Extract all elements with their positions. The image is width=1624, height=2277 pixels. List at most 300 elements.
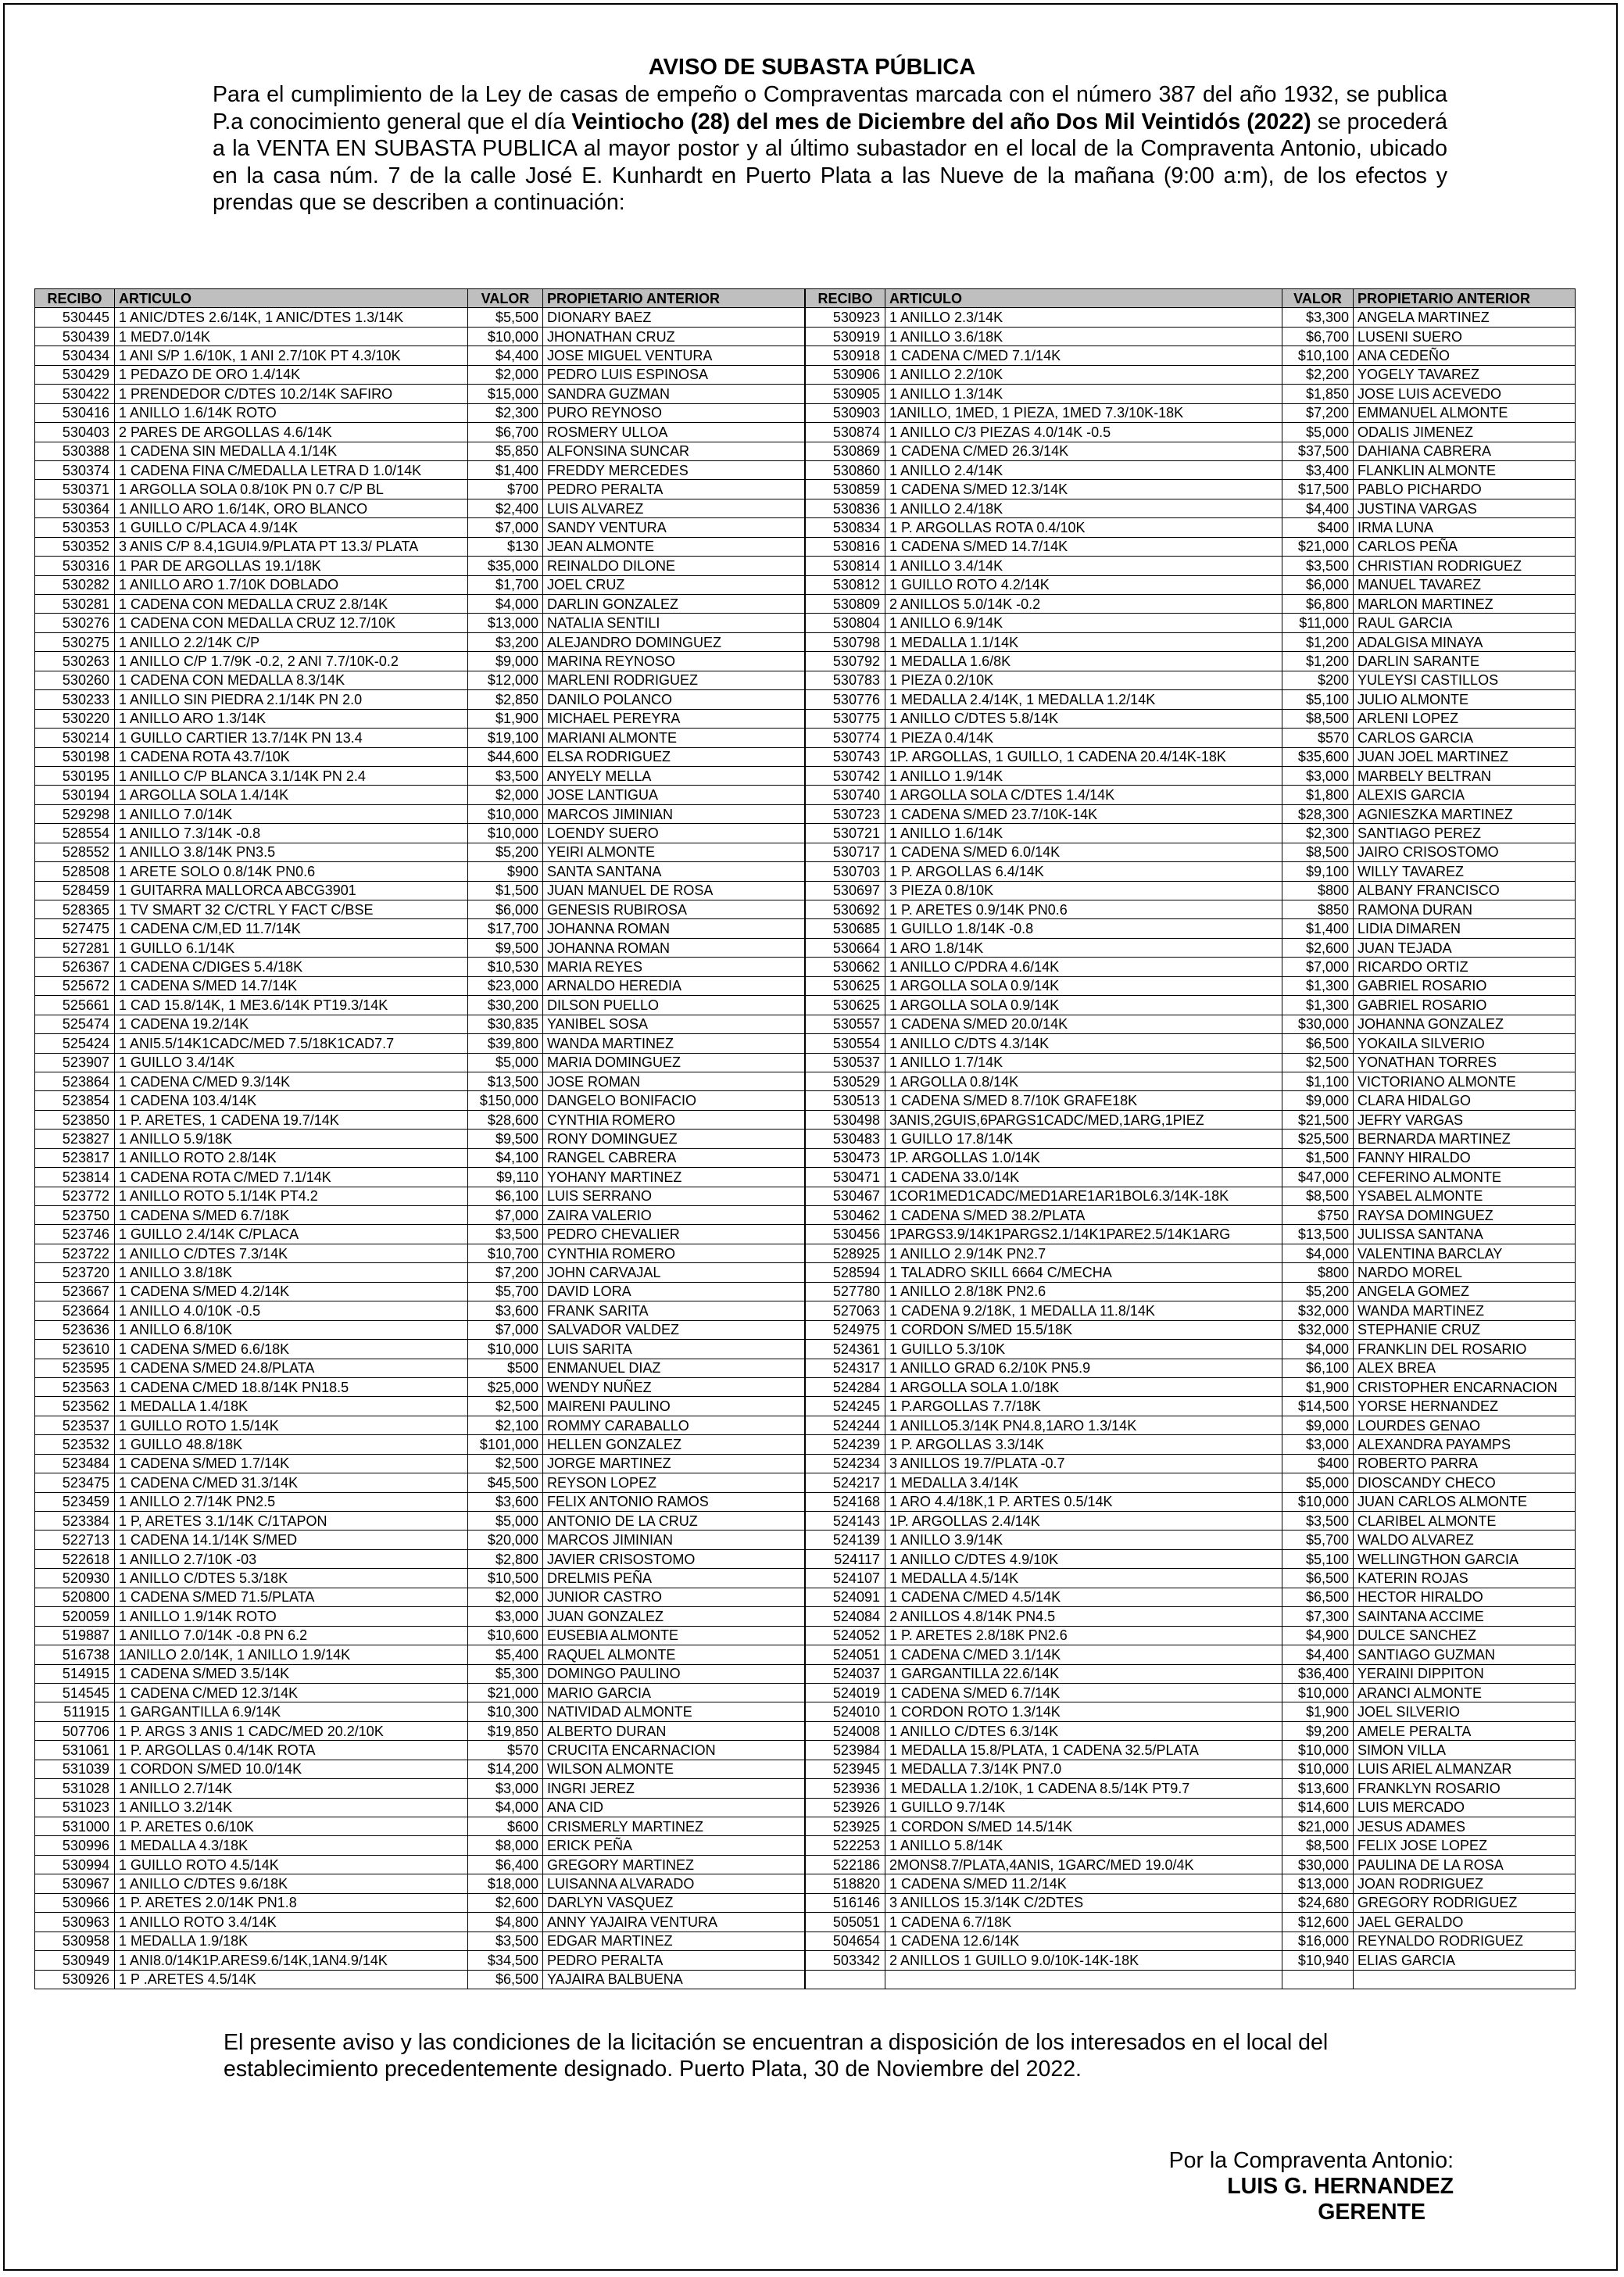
cell-valor: $1,850 [1282,385,1354,403]
cell-valor: $25,000 [468,1377,543,1396]
cell-valor: $19,850 [468,1721,543,1740]
cell-recibo: 516738 [35,1645,115,1664]
cell-recibo: 530403 [35,423,115,442]
cell-propietario: JHONATHAN CRUZ [543,327,805,345]
cell-propietario: ANGELA MARTINEZ [1354,308,1576,327]
cell-propietario: FELIX JOSE LOPEZ [1354,1836,1576,1855]
cell-articulo: 1 GUILLO 48.8/18K [115,1435,468,1454]
cell-propietario: YAJAIRA BALBUENA [543,1970,805,1989]
col-header-recibo: RECIBO [806,289,885,308]
cell-valor: $2,000 [468,365,543,384]
table-row [806,1187,1576,1205]
table-row [35,1053,805,1072]
cell-recibo: 528552 [35,843,115,861]
cell-valor [1282,1970,1354,1989]
table-row [806,1970,1576,1989]
cell-articulo: 3 PIEZA 0.8/10K [885,881,1282,900]
cell-valor: $45,500 [468,1473,543,1492]
table-row [35,843,805,861]
cell-articulo: 1 ANILLO C/P 1.7/9K -0.2, 2 ANI 7.7/10K-0.2 [115,652,468,671]
cell-propietario: FANNY HIRALDO [1354,1148,1576,1167]
table-row [806,595,1576,614]
table-row [806,1664,1576,1683]
cell-articulo: 1 GARGANTILLA 22.6/14K [885,1664,1282,1683]
cell-valor: $900 [468,862,543,881]
cell-propietario: DARLIN GONZALEZ [543,595,805,614]
cell-propietario: MARIA DOMINGUEZ [543,1053,805,1072]
cell-valor: $9,500 [468,1130,543,1148]
table-row [35,1397,805,1416]
cell-propietario: ANYELY MELLA [543,766,805,785]
cell-articulo: 1 ANILLO 7.3/14K -0.8 [115,824,468,843]
cell-articulo: 2MONS8.7/PLATA,4ANIS, 1GARC/MED 19.0/4K [885,1855,1282,1874]
cell-valor: $5,400 [468,1645,543,1664]
cell-articulo: 1 ANILLO 2.7/14K PN2.5 [115,1492,468,1511]
cell-articulo: 1 ANILLO 3.9/14K [885,1531,1282,1549]
cell-recibo: 530276 [35,614,115,632]
col-header-articulo: ARTICULO [115,289,468,308]
table-row [35,365,805,384]
table-row [35,1702,805,1721]
cell-recibo: 523750 [35,1206,115,1225]
cell-valor: $44,600 [468,747,543,766]
cell-valor: $21,000 [1282,537,1354,556]
cell-recibo: 514545 [35,1683,115,1702]
cell-propietario: CYNTHIA ROMERO [543,1244,805,1262]
cell-valor: $1,800 [1282,786,1354,804]
cell-recibo: 530664 [806,938,885,957]
cell-valor: $14,200 [468,1760,543,1778]
cell-articulo: 1 ARGOLLA SOLA 1.4/14K [115,786,468,804]
cell-valor: $10,530 [468,958,543,976]
cell-recibo: 530429 [35,365,115,384]
cell-valor: $2,600 [468,1893,543,1912]
cell-propietario: PEDRO PERALTA [543,480,805,499]
cell-recibo: 531039 [35,1760,115,1778]
cell-valor: $5,000 [468,1053,543,1072]
cell-valor: $16,000 [1282,1932,1354,1950]
cell-valor: $6,100 [1282,1359,1354,1377]
cell-recibo: 520930 [35,1569,115,1588]
cell-articulo: 1 ANILLO 1.3/14K [885,385,1282,403]
table-row [35,575,805,594]
cell-propietario: WALDO ALVAREZ [1354,1531,1576,1549]
cell-propietario: MARLENI RODRIGUEZ [543,671,805,689]
cell-propietario: GABRIEL ROSARIO [1354,996,1576,1015]
cell-propietario: ARANCI ALMONTE [1354,1683,1576,1702]
cell-articulo: 1 ANILLO ARO 1.6/14K, ORO BLANCO [115,499,468,517]
cell-valor: $4,400 [1282,1645,1354,1664]
cell-articulo: 1 CADENA 103.4/14K [115,1091,468,1110]
cell-recibo: 523814 [35,1168,115,1187]
cell-propietario: FELIX ANTONIO RAMOS [543,1492,805,1511]
table-row [806,1015,1576,1033]
cell-articulo: 1 CADENA C/MED 12.3/14K [115,1683,468,1702]
cell-propietario: ODALIS JIMENEZ [1354,423,1576,442]
cell-recibo: 522618 [35,1549,115,1568]
cell-propietario: ENMANUEL DIAZ [543,1359,805,1377]
cell-propietario: MARIA REYES [543,958,805,976]
cell-valor: $34,500 [468,1951,543,1970]
cell-valor: $30,200 [468,996,543,1015]
table-row [806,403,1576,422]
table-row [806,786,1576,804]
cell-recibo: 530949 [35,1951,115,1970]
cell-propietario: GABRIEL ROSARIO [1354,976,1576,995]
cell-articulo: 1 PIEZA 0.2/10K [885,671,1282,689]
cell-valor: $15,000 [468,385,543,403]
cell-articulo: 1 ANILLO ARO 1.7/10K DOBLADO [115,575,468,594]
cell-valor: $13,500 [1282,1225,1354,1244]
table-row [806,1588,1576,1606]
cell-articulo: 1 MEDALLA 7.3/14K PN7.0 [885,1760,1282,1778]
cell-recibo: 520059 [35,1607,115,1626]
cell-valor: $30,000 [1282,1855,1354,1874]
cell-valor: $800 [1282,1263,1354,1282]
cell-recibo: 530416 [35,403,115,422]
cell-valor: $500 [468,1359,543,1377]
cell-recibo: 530473 [806,1148,885,1167]
cell-recibo: 523664 [35,1301,115,1320]
cell-recibo: 523746 [35,1225,115,1244]
cell-propietario: JESUS ADAMES [1354,1817,1576,1836]
cell-valor: $4,400 [468,346,543,365]
cell-recibo: 530926 [35,1970,115,1989]
cell-propietario: PEDRO PERALTA [543,1951,805,1970]
table-row [806,1320,1576,1339]
cell-articulo: 1 GUILLO C/PLACA 4.9/14K [115,518,468,537]
cell-recibo: 530316 [35,557,115,575]
table-row [35,996,805,1015]
table-row [806,1377,1576,1396]
cell-articulo: 1 P.ARGOLLAS 7.7/18K [885,1397,1282,1416]
cell-recibo: 530439 [35,327,115,345]
signature-role: GERENTE [1318,2200,1425,2225]
cell-valor: $9,100 [1282,862,1354,881]
table-row [35,1015,805,1033]
cell-propietario: JAEL GERALDO [1354,1913,1576,1932]
cell-propietario: NATALIA SENTILI [543,614,805,632]
table-row [35,499,805,517]
cell-articulo: 1 MEDALLA 1.2/10K, 1 CADENA 8.5/14K PT9.7 [885,1779,1282,1798]
cell-valor: $4,900 [1282,1626,1354,1645]
table-row [35,460,805,479]
cell-propietario: REYNALDO RODRIGUEZ [1354,1932,1576,1950]
cell-recibo: 530994 [35,1855,115,1874]
cell-propietario: MARINA REYNOSO [543,652,805,671]
cell-valor: $1,400 [1282,919,1354,938]
cell-valor: $200 [1282,671,1354,689]
cell-articulo: 1 CADENA S/MED 38.2/PLATA [885,1206,1282,1225]
cell-propietario: JUNIOR CASTRO [543,1588,805,1606]
table-row [806,1836,1576,1855]
cell-valor: $10,000 [1282,1492,1354,1511]
table-row [806,1855,1576,1874]
cell-propietario: RAYSA DOMINGUEZ [1354,1206,1576,1225]
cell-recibo: 530445 [35,308,115,327]
table-row [35,1970,805,1989]
cell-valor: $9,000 [1282,1091,1354,1110]
cell-articulo: 1 MEDALLA 1.4/18K [115,1397,468,1416]
table-row [806,480,1576,499]
table-row [35,1855,805,1874]
cell-valor: $5,700 [1282,1531,1354,1549]
cell-articulo: 1 CADENA C/MED 31.3/14K [115,1473,468,1492]
cell-recibo: 524239 [806,1435,885,1454]
cell-recibo: 525672 [35,976,115,995]
cell-recibo: 530996 [35,1836,115,1855]
cell-articulo: 1 P. ARETES 0.9/14K PN0.6 [885,900,1282,919]
cell-articulo [885,1970,1282,1989]
table-row [806,843,1576,861]
cell-recibo: 523984 [806,1741,885,1760]
cell-valor: $23,000 [468,976,543,995]
cell-valor: $18,000 [468,1874,543,1893]
cell-propietario: YSABEL ALMONTE [1354,1187,1576,1205]
cell-propietario: FRANKLYN ROSARIO [1354,1779,1576,1798]
table-row [806,938,1576,957]
cell-articulo: 1 CADENA C/DIGES 5.4/18K [115,958,468,976]
cell-articulo: 1 MEDALLA 15.8/PLATA, 1 CADENA 32.5/PLATA [885,1741,1282,1760]
cell-recibo: 523532 [35,1435,115,1454]
cell-recibo: 530554 [806,1034,885,1053]
table-row [35,1187,805,1205]
cell-articulo: 1 ANILLO 3.4/14K [885,557,1282,575]
table-row [35,1416,805,1434]
cell-valor: $2,500 [468,1397,543,1416]
table-row [806,900,1576,919]
table-row [35,1798,805,1817]
cell-propietario: BERNARDA MARTINEZ [1354,1130,1576,1148]
cell-recibo: 523484 [35,1454,115,1473]
cell-recibo: 530220 [35,709,115,728]
cell-recibo: 530483 [806,1130,885,1148]
table-header-row [35,289,805,308]
table-row [35,1951,805,1970]
cell-recibo: 530906 [806,365,885,384]
cell-articulo: 1 CADENA S/MED 4.2/14K [115,1282,468,1301]
cell-recibo: 523667 [35,1282,115,1301]
cell-propietario: DOMINGO PAULINO [543,1664,805,1683]
cell-propietario: DANILO POLANCO [543,690,805,709]
cell-valor: $1,100 [1282,1072,1354,1090]
cell-recibo: 530834 [806,518,885,537]
cell-propietario: JOHANNA ROMAN [543,919,805,938]
table-row [35,1779,805,1798]
table-row [806,1874,1576,1893]
table-row [806,976,1576,995]
cell-valor: $2,500 [1282,1053,1354,1072]
cell-propietario: SALVADOR VALDEZ [543,1320,805,1339]
cell-recibo: 523537 [35,1416,115,1434]
cell-valor: $7,200 [468,1263,543,1282]
cell-recibo: 530836 [806,499,885,517]
cell-valor: $4,400 [1282,499,1354,517]
cell-valor: $3,400 [1282,460,1354,479]
cell-propietario: PEDRO LUIS ESPINOSA [543,365,805,384]
cell-valor: $10,000 [468,1340,543,1359]
cell-valor: $35,000 [468,557,543,575]
cell-propietario: EDGAR MARTINEZ [543,1932,805,1950]
cell-articulo: 1 CADENA ROTA C/MED 7.1/14K [115,1168,468,1187]
cell-articulo: 1 ANILLO GRAD 6.2/10K PN5.9 [885,1359,1282,1377]
cell-propietario: CEFERINO ALMONTE [1354,1168,1576,1187]
cell-valor: $850 [1282,900,1354,919]
table-row [806,1683,1576,1702]
cell-propietario: RANGEL CABRERA [543,1148,805,1167]
cell-articulo: 3 ANILLOS 15.3/14K C/2DTES [885,1893,1282,1912]
cell-articulo: 1 ANILLO 2.8/18K PN2.6 [885,1282,1282,1301]
table-row [806,1492,1576,1511]
table-row [35,862,805,881]
table-row [806,1072,1576,1090]
cell-recibo: 530903 [806,403,885,422]
cell-propietario: LUSENI SUERO [1354,327,1576,345]
cell-propietario: IRMA LUNA [1354,518,1576,537]
table-row [806,1607,1576,1626]
table-row [35,881,805,900]
cell-recibo: 523945 [806,1760,885,1778]
table-row [806,729,1576,747]
cell-recibo: 530625 [806,996,885,1015]
cell-articulo: 1 ANILLO C/P BLANCA 3.1/14K PN 2.4 [115,766,468,785]
cell-articulo: 1 CADENA S/MED 24.8/PLATA [115,1359,468,1377]
table-row [806,1702,1576,1721]
cell-propietario: ALEXIS GARCIA [1354,786,1576,804]
cell-valor: $6,500 [1282,1034,1354,1053]
cell-recibo: 523827 [35,1130,115,1148]
cell-valor: $21,500 [1282,1110,1354,1129]
cell-articulo: 1 P. ARGOLLAS 3.3/14K [885,1435,1282,1454]
cell-recibo: 530869 [806,442,885,460]
cell-articulo: 1 CADENA S/MED 11.2/14K [885,1874,1282,1893]
cell-valor: $1,900 [1282,1702,1354,1721]
cell-valor: $3,000 [1282,766,1354,785]
cell-recibo: 530374 [35,460,115,479]
cell-articulo: 1 ANI S/P 1.6/10K, 1 ANI 2.7/10K PT 4.3/10K [115,346,468,365]
cell-recibo: 530742 [806,766,885,785]
cell-valor: $3,500 [468,1932,543,1950]
cell-recibo: 530260 [35,671,115,689]
table-row [806,327,1576,345]
cell-valor: $5,200 [1282,1282,1354,1301]
cell-recibo: 528594 [806,1263,885,1282]
cell-articulo: 1 CADENA S/MED 6.7/14K [885,1683,1282,1702]
table-row [806,1340,1576,1359]
cell-propietario: YEIRI ALMONTE [543,843,805,861]
cell-propietario: MARIANI ALMONTE [543,729,805,747]
cell-propietario: CRUCITA ENCARNACION [543,1741,805,1760]
cell-recibo: 530775 [806,709,885,728]
cell-valor: $21,000 [468,1683,543,1702]
cell-recibo: 530812 [806,575,885,594]
cell-propietario: ALEXANDRA PAYAMPS [1354,1435,1576,1454]
table-row [806,996,1576,1015]
cell-propietario: JOSE LANTIGUA [543,786,805,804]
cell-valor: $10,000 [468,327,543,345]
cell-propietario: ALBERTO DURAN [543,1721,805,1740]
table-row [35,976,805,995]
table-row [35,1340,805,1359]
cell-articulo: 1 ARO 1.8/14K [885,938,1282,957]
cell-articulo: 1 ANILLO SIN PIEDRA 2.1/14K PN 2.0 [115,690,468,709]
table-row [806,518,1576,537]
cell-propietario: AGNIESZKA MARTINEZ [1354,804,1576,823]
cell-recibo: 523925 [806,1817,885,1836]
cell-articulo: 1 CADENA C/MED 26.3/14K [885,442,1282,460]
cell-valor: $2,200 [1282,365,1354,384]
cell-articulo: 1 CADENA 9.2/18K, 1 MEDALLA 11.8/14K [885,1301,1282,1320]
cell-valor: $13,500 [468,1072,543,1090]
cell-valor: $6,700 [468,423,543,442]
table-row [35,1034,805,1053]
cell-propietario: DARLYN VASQUEZ [543,1893,805,1912]
cell-recibo: 530281 [35,595,115,614]
cell-recibo: 530860 [806,460,885,479]
cell-recibo: 527281 [35,938,115,957]
cell-articulo: 1 CADENA CON MEDALLA CRUZ 12.7/10K [115,614,468,632]
cell-propietario: ANTONIO DE LA CRUZ [543,1512,805,1531]
cell-valor: $3,600 [468,1301,543,1320]
table-row [35,1893,805,1912]
cell-propietario: JOHANNA GONZALEZ [1354,1015,1576,1033]
cell-articulo: 1 GUILLO 17.8/14K [885,1130,1282,1148]
cell-propietario: ALEX BREA [1354,1359,1576,1377]
cell-recibo: 530717 [806,843,885,861]
signature-block [1169,2148,1454,2225]
cell-valor: $750 [1282,1206,1354,1225]
cell-propietario: JULIO ALMONTE [1354,690,1576,709]
cell-recibo: 530809 [806,595,885,614]
cell-valor: $4,000 [1282,1340,1354,1359]
cell-propietario: JUSTINA VARGAS [1354,499,1576,517]
cell-articulo: 1 PAR DE ARGOLLAS 19.1/18K [115,557,468,575]
table-row [35,786,805,804]
table-row [806,1397,1576,1416]
cell-valor: $9,000 [468,652,543,671]
cell-articulo: 1 GUILLO 9.7/14K [885,1798,1282,1817]
cell-propietario: INGRI JEREZ [543,1779,805,1798]
cell-propietario: HELLEN GONZALEZ [543,1435,805,1454]
table-row [35,766,805,785]
cell-propietario: JOHN CARVAJAL [543,1263,805,1282]
cell-articulo: 1 MEDALLA 1.1/14K [885,632,1282,651]
cell-recibo: 524037 [806,1664,885,1683]
cell-propietario: REINALDO DILONE [543,557,805,575]
cell-valor: $2,400 [468,499,543,517]
table-row [35,938,805,957]
cell-propietario: CYNTHIA ROMERO [543,1110,805,1129]
cell-valor: $5,500 [468,308,543,327]
cell-propietario: GENESIS RUBIROSA [543,900,805,919]
table-row [35,1206,805,1225]
cell-propietario: JOSE LUIS ACEVEDO [1354,385,1576,403]
table-row [806,632,1576,651]
table-row [35,1072,805,1090]
cell-valor: $13,000 [468,614,543,632]
cell-articulo: 1P. ARGOLLAS 1.0/14K [885,1148,1282,1167]
cell-articulo: 1 ARO 4.4/18K,1 P. ARTES 0.5/14K [885,1492,1282,1511]
cell-valor: $1,400 [468,460,543,479]
cell-articulo: 1 ANILLO 2.4/18K [885,499,1282,517]
cell-articulo: 1 ANILLO 1.7/14K [885,1053,1282,1072]
cell-articulo: 1P. ARGOLLAS, 1 GUILLO, 1 CADENA 20.4/14K-18K [885,747,1282,766]
cell-propietario: WILLY TAVAREZ [1354,862,1576,881]
cell-articulo: 1 P. ARGOLLAS 6.4/14K [885,862,1282,881]
cell-valor: $2,100 [468,1416,543,1434]
table-row [35,1741,805,1760]
cell-valor: $14,500 [1282,1397,1354,1416]
